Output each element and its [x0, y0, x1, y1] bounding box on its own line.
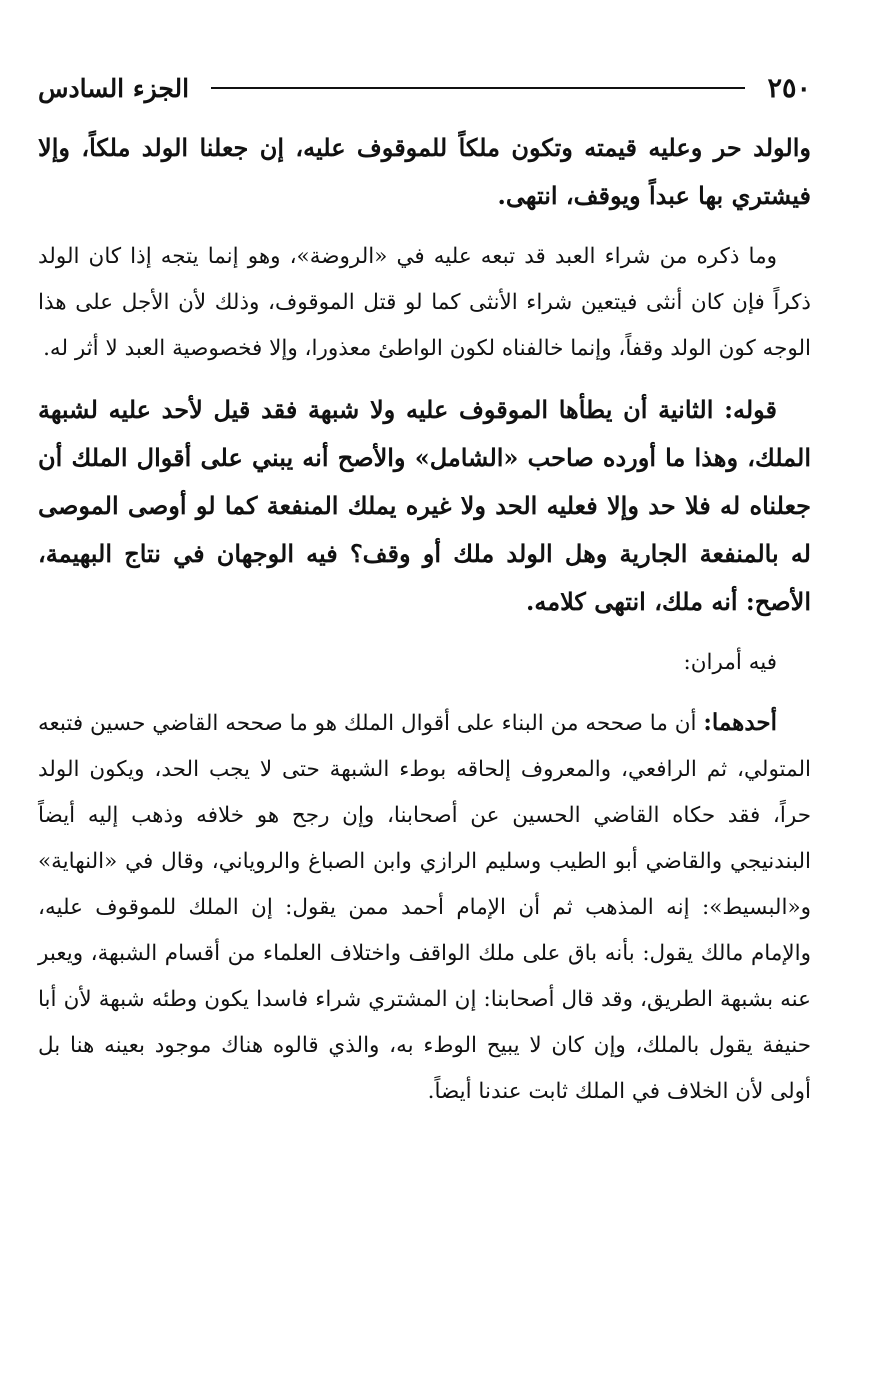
- page-number: ٢٥٠: [767, 72, 811, 104]
- first-matter-text: أن ما صححه من البناء على أقوال الملك هو ما صححه القاضي حسين فتبعه المتولي، ثم الرافعي، والمعروف إلحاقه بوطء الشبهة حتى لا يجب الحد، ويكون الولد حراً، فقد حكاه القاضي الحسين عن أصحابنا، وإن رجح هو خلافه وذهب إليه أيضاً البندنيجي والقاضي أبو الطيب وسليم الرازي وابن الصباغ والروياني، وقال في «النهاية» و«البسيط»: إنه المذهب ثم أن الإمام أحمد ممن يقول: إن الملك للموقوف عليه، والإمام مالك يقول: بأنه باق على ملك الواقف واختلاف العلماء من أقسام الشبهة، ويعبر عنه بشبهة الطريق، وقد قال أصحابنا: إن المشتري شراء فاسدا يكون وطئه شبهة لأن أبا حنيفة يقول بالملك، وإن كان لا يبيح الوطء به، والذي قالوه هناك موجود بعينه هنا بل أولى لأن الخلاف في الملك ثابت عندنا أيضاً.: [38, 711, 811, 1104]
- paragraph-quote-continuation: والولد حر وعليه قيمته وتكون ملكاً للموقوف عليه، إن جعلنا الولد ملكاً، وإلا فيشتري بها عبداً ويوقف، انتهى.: [38, 133, 811, 210]
- paragraph-quote-second: قوله: الثانية أن يطأها الموقوف عليه ولا شبهة فقد قيل لأحد عليه لشبهة الملك، وهذا ما أورده صاحب «الشامل» والأصح أنه يبني على أقوال الملك أن جعلناه له فلا حد وإلا فعليه الحد ولا غيره يملك المنفعة كما لو أوصى الموصى له بالمنفعة الجارية وهل الولد ملك أو وقف؟ فيه الوجهان في نتاج البهيمة، الأصح: أنه ملك، انتهى كلامه.: [38, 395, 812, 616]
- header-rule: [211, 87, 745, 89]
- running-title: الجزء السادس: [38, 73, 190, 103]
- first-matter-lead: أحدهما:: [703, 709, 777, 736]
- paragraph-first-matter: [38, 700, 811, 1115]
- page-header: [38, 66, 811, 110]
- book-page: [38, 66, 811, 1115]
- paragraph-two-matters: فيه أمران:: [683, 650, 777, 675]
- paragraph-commentary: وما ذكره من شراء العبد قد تبعه عليه في «الروضة»، وهو إنما يتجه إذا كان الولد ذكراً فإن كان أنثى فيتعين شراء الأنثى كما لو قتل الموقوف، وذلك لأن الأجل على هذا الوجه كون الولد وقفاً، وإنما خالفناه لكون الواطئ معذورا، وإلا فخصوصية العبد لا أثر له.: [38, 244, 811, 361]
